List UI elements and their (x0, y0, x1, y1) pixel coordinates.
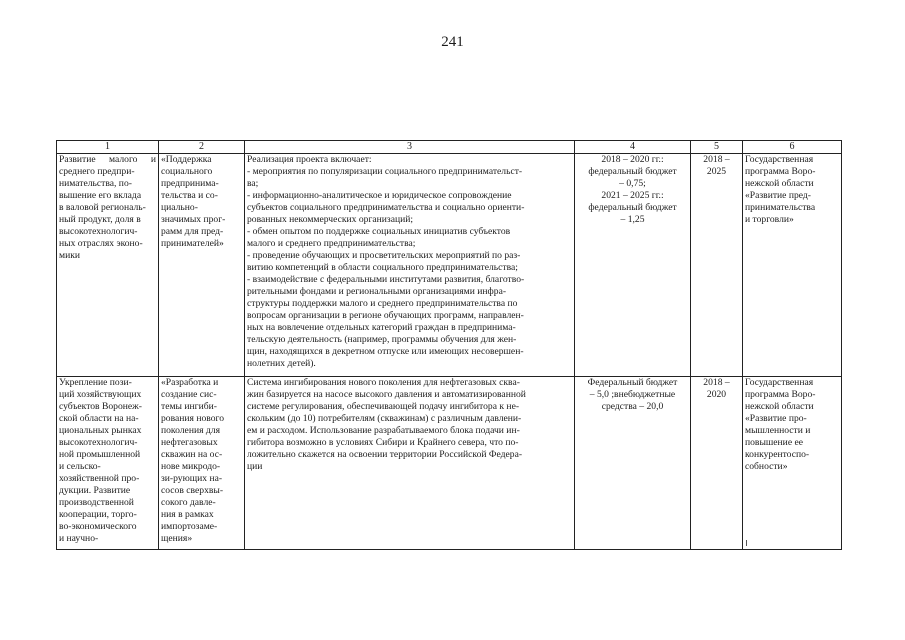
cell-text: 2018 – 2020 (703, 377, 730, 400)
column-header-3: 3 (245, 141, 575, 154)
cell-text: Государственная программа Воро- нежской области «Развитие пред- принимательства и торговли» (745, 154, 816, 225)
program-table (56, 140, 842, 550)
cell-text: Система ингибирования нового поколения для нефтегазовых сква- жин базируется на насосе высокого давления и автоматизированной системе регулирования, обеспечивающей подачу ингибитора к не- скольким (до 10) потребителям (скважинам) с различным давлени- ем и расходом. Использование разрабатываемого блока подачи ин- гибитора возможно в условиях Сибири и Крайнего севера, что по- ложительно скажется на освоении территории Российской Федера- ции (247, 377, 526, 472)
cell-text: 2018 – 2020 гг.: федеральный бюджет – 0,75; 2021 – 2025 гг.: федеральный бюджет – 1,25 (588, 154, 677, 225)
page-number: 241 (441, 34, 464, 50)
period-cell (691, 377, 743, 550)
project-description-cell (245, 377, 575, 550)
header-row (57, 141, 842, 154)
project-name-cell (159, 377, 245, 550)
cell-text: Федеральный бюджет – 5,0 ;внебюджетные средства – 20,0 (587, 377, 678, 412)
cell-text: Укрепление пози- ций хозяйствующих субъектов Воронеж- ской области на на- циональных рынках высокотехнологич- ной промышленной и сельско- хозяйственной про- дукции. Развитие производственной кооперации, торго- во-экономического и научно- (59, 377, 142, 544)
cell-text: Реализация проекта включает: - мероприятия по популяризации социального предпринимательст- ва; - информационно-аналитическое и юридическое сопровождение субъектов социального предпринимательства и социально ориенти- рованных некоммерческих организаций; - обмен опытом по поддержке социальных инициатив субъектов малого и среднего предпринимательства; - проведение обучающих и просветительских мероприятий по раз- витию компетенций в области социального предпринимательства; - взаимодействие с федеральными институтами развития, благотво- рительными фондами и региональными организациями инфра- структуры поддержки малого и среднего предпринимательства по вопросам организации в регионе обучающих программ, направлен- ных на вовлечение отдельных категорий граждан в предпринима- тельскую деятельность (например, программы обучения для жен- щин, находящихся в декретном отпуске или имеющих несовершен- нолетних детей). (247, 154, 525, 369)
cell-text: 2018 – 2025 (703, 154, 730, 177)
cell-text: Государственная программа Воро- нежской области «Развитие про- мышленности и повышение ее конкурентоспо- собности» (745, 377, 816, 472)
column-header-1: 1 (57, 141, 159, 154)
column-header-4: 4 (575, 141, 691, 154)
program-cell (743, 154, 842, 377)
goal-cell (57, 154, 159, 377)
program-cell (743, 377, 842, 550)
funding-cell (575, 377, 691, 550)
funding-cell (575, 154, 691, 377)
column-header-5: 5 (691, 141, 743, 154)
column-header-6: 6 (743, 141, 842, 154)
project-description-cell (245, 154, 575, 377)
scan-mark (746, 540, 747, 546)
project-name-cell (159, 154, 245, 377)
column-header-2: 2 (159, 141, 245, 154)
period-cell (691, 154, 743, 377)
table-row (57, 154, 842, 377)
cell-text: «Разработка и создание сис- темы ингиби- рования нового поколения для нефтегазовых скважин на ос- нове микродо- зи-рующих на- сосов сверхвы- сокого давле- ния в рамках импортозаме- щения» (161, 377, 225, 544)
goal-cell (57, 377, 159, 550)
table-row (57, 377, 842, 550)
cell-text: Развитие малого и среднего предпри- нимательства, по- вышение его вклада в валовой региональ- ный продукт, доля в высокотехнологич- ных отраслях эконо- мики (59, 154, 156, 261)
cell-text: «Поддержка социального предпринима- тельства и со- циально- значимых прог- рамм для пред- принимателей» (161, 154, 226, 249)
